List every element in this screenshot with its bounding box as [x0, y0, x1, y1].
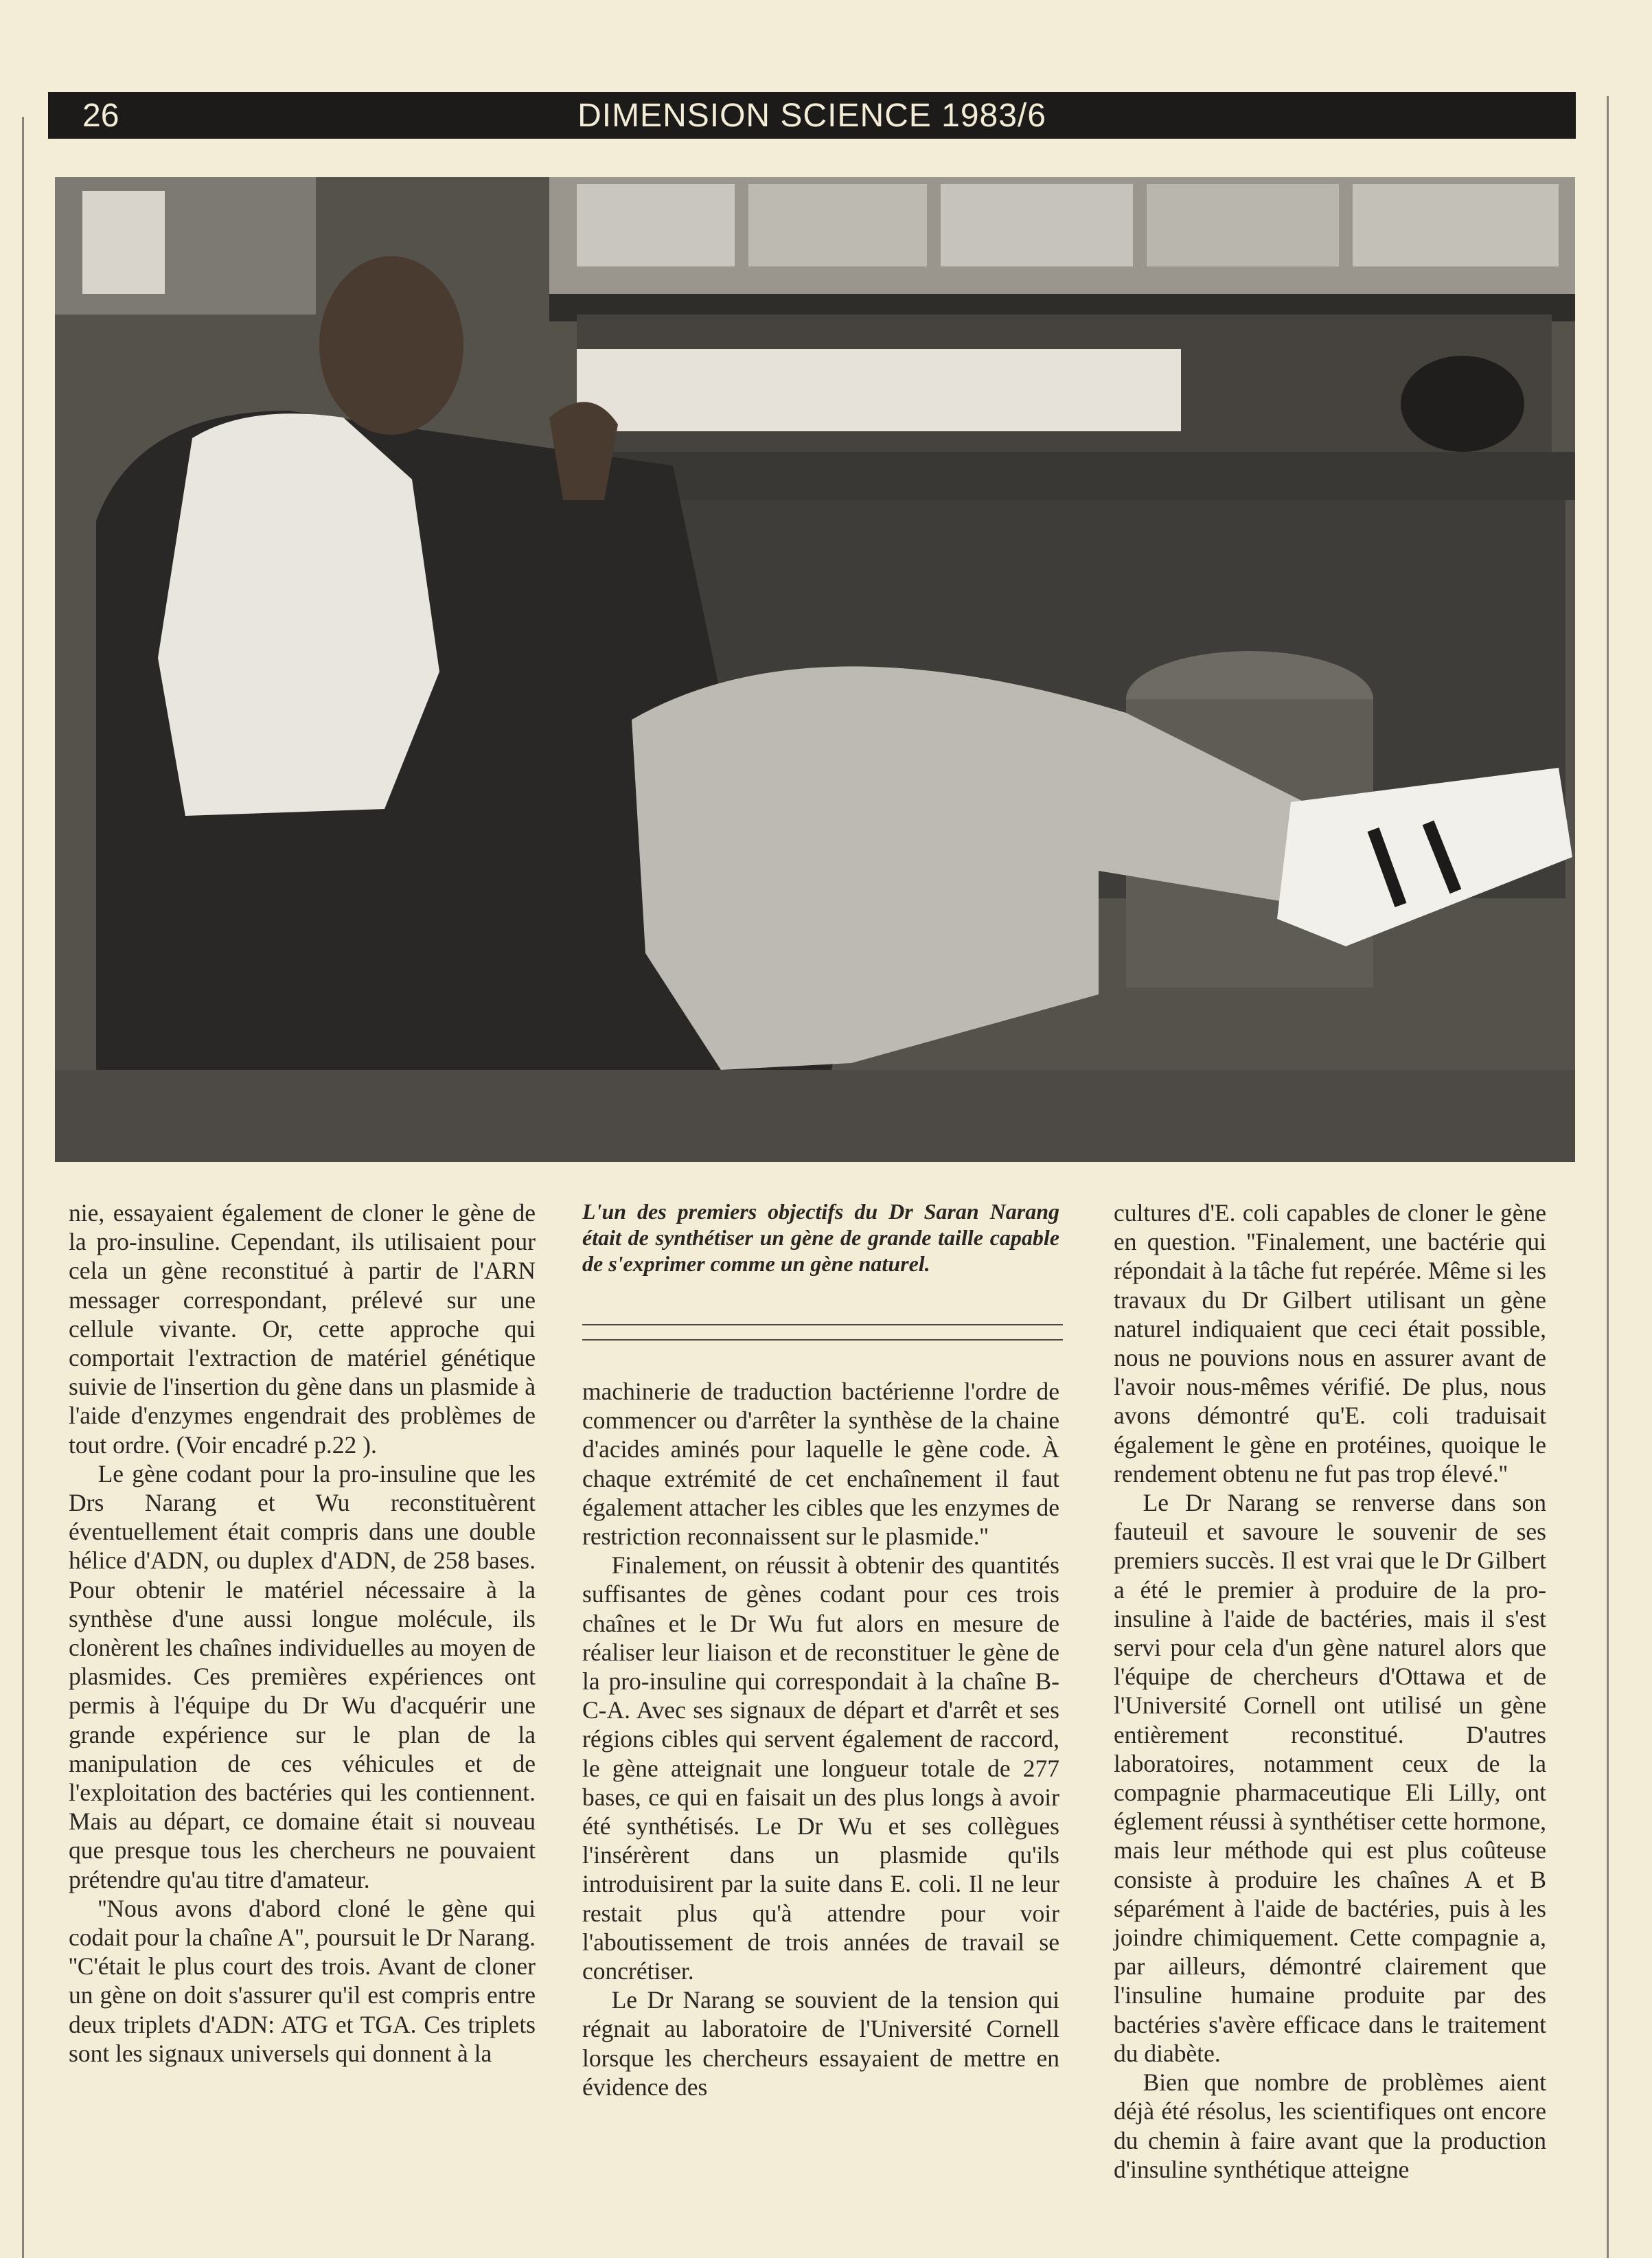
photo-caption: L'un des premiers objectifs du Dr Saran Narang était de synthétiser un gène de grande taille capable de s'exprimer comme un gène naturel.: [582, 1199, 1059, 1276]
paragraph: Le Dr Narang se souvient de la tension qui régnait au laboratoire de l'Université Cornell lorsque les chercheurs essayaient de mettre en évidence des: [582, 1986, 1059, 2101]
paragraph: nie, essayaient également de cloner le gène de la pro-insuline. Cependant, ils utilisaient pour cela un gène reconstitué à partir de l'ARN messager correspondant, prélevé sur une cellule vivante. Or, cette approche qui comportait l'extraction de matériel génétique suivie de l'insertion du gène dans un plasmide à l'aide d'enzymes engendrait des problèmes de tout ordre. (Voir encadré p.22 ).: [69, 1199, 536, 1459]
paragraph: cultures d'E. coli capables de cloner le gène en question. ''Finalement, une bactérie qui répondait à la tâche fut repérée. Même si les travaux du Dr Gilbert utilisant un gène naturel indiquaient que ceci était possible, nous ne pouvions nous en assurer avant de l'avoir nous-mêmes vérifié. De plus, nous avons démontré qu'E. coli traduisait également le gène en protéines, quoique le rendement obtenu ne fut pas trop élevé.'': [1114, 1199, 1546, 1487]
paragraph: machinerie de traduction bactérienne l'ordre de commencer ou d'arrêter la synthèse de la chaine d'acides aminés pour laquelle le gène code. À chaque extrémité de cet enchaînement il faut également attacher les cibles que les enzymes de restriction reconnaissent sur le plasmide.'': [582, 1378, 1059, 1551]
caption-divider: [582, 1339, 1063, 1341]
page-number: 26: [82, 98, 119, 134]
photo-scientist-in-office: [55, 177, 1575, 1162]
paragraph: ''Nous avons d'abord cloné le gène qui codait pour la chaîne A'', poursuit le Dr Narang. ''C'était le plus court des trois. Avant de cloner un gène on doit s'assurer qu'il est compris entre deux triplets d'ADN: ATG et TGA. Ces triplets sont les signaux universels qui donnent à la: [69, 1894, 536, 2067]
left-margin-rule: [22, 117, 24, 2258]
text-column-1: [69, 1198, 536, 2068]
paragraph: Bien que nombre de problèmes aient déjà été résolus, les scientifiques ont encore du chemin à faire avant que la production d'insuline synthétique atteigne: [1114, 2068, 1546, 2183]
paragraph: Le gène codant pour la pro-insuline que les Drs Narang et Wu reconstituèrent éventuellement était compris dans une double hélice d'ADN, ou duplex d'ADN, de 258 bases. Pour obtenir le matériel nécessaire à la synthèse d'une aussi longue molécule, ils clonèrent les chaînes individuelles au moyen de plasmides. Ces premières expériences ont permis à l'équipe du Dr Wu d'acquérir une grande expérience sur le plan de la manipulation de ces véhicules et de l'exploitation des bactéries qui les contiennent. Mais au départ, ce domaine était si nouveau que presque tous les chercheurs ne pouvaient prétendre qu'au titre d'amateur.: [69, 1459, 536, 1893]
text-column-2: [582, 1377, 1059, 2101]
publication-title: DIMENSION SCIENCE 1983/6: [577, 98, 1046, 134]
paragraph: Finalement, on réussit à obtenir des quantités suffisantes de gènes codant pour ces trois chaînes et le Dr Wu fut alors en mesure de réaliser leur liaison et de reconstituer le gène de la pro-insuline qui correspondait à la chaîne B-C-A. Avec ses signaux de départ et d'arrêt et ses régions cibles qui servent également de raccord, le gène atteignait une longueur totale de 277 bases, ce qui en faisait un des plus longs à avoir été synthétisés. Le Dr Wu et ses collègues l'insérèrent dans un plasmide qu'ils introduisirent par la suite dans E. coli. Il ne leur restait plus qu'à attendre pour voir l'aboutissement de trois années de travail se concrétiser.: [582, 1551, 1059, 1985]
right-margin-rule: [1607, 96, 1609, 2258]
page-header-bar: [48, 92, 1576, 139]
caption-divider: [582, 1324, 1063, 1325]
text-column-3: [1114, 1198, 1546, 2184]
paragraph: Le Dr Narang se renverse dans son fauteuil et savoure le souvenir de ses premiers succès. Il est vrai que le Dr Gilbert a été le premier à produire de la pro-insuline à l'aide de bactéries, mais il s'est servi pour cela d'un gène naturel alors que l'équipe de chercheurs d'Ottawa et de l'Université Cornell ont utilisé un gène entièrement reconstitué. D'autres laboratoires, notamment ceux de la compagnie pharmaceutique Eli Lilly, ont églement réussi à synthétiser cette hormone, mais leur méthode qui est plus coûteuse consiste à produire les chaînes A et B séparément à l'aide de bactéries, puis à les joindre chimiquement. Cette compagnie a, par ailleurs, démontré clairement que l'insuline humaine produite par des bactéries s'avère efficace dans le traitement du diabète.: [1114, 1489, 1546, 2067]
